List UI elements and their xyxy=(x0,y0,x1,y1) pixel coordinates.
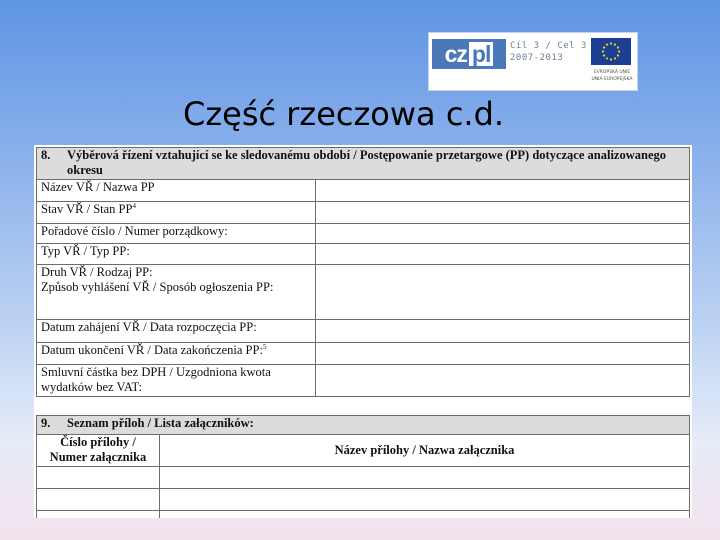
eu-star xyxy=(606,43,608,45)
row-label xyxy=(37,180,316,202)
attachment-number-cell[interactable] xyxy=(37,489,160,511)
eu-star xyxy=(618,50,620,52)
row-label-text: Datum ukončení VŘ / Data zakończenia PP: xyxy=(41,343,263,357)
attachment-number-cell[interactable] xyxy=(37,511,160,519)
table-row xyxy=(37,511,690,519)
table-row xyxy=(37,202,690,224)
column-header-number: Číslo přílohy / Numer załącznika xyxy=(37,435,160,467)
row-label xyxy=(37,320,316,343)
program-years: 2007-2013 xyxy=(510,53,564,63)
section8-heading: Výběrová řízení vztahující se ke sledovanému období / Postępowanie przetargowe (PP) dotyczące analizowanego okresu xyxy=(67,148,666,177)
section9-header-cell xyxy=(37,416,690,435)
eu-star xyxy=(603,46,605,48)
attachment-name-cell[interactable] xyxy=(160,511,690,519)
section9-heading: Seznam příloh / Lista załączników: xyxy=(67,416,254,430)
eu-stars xyxy=(602,42,620,60)
program-label: Cíl 3 / Cel 3 xyxy=(510,41,587,51)
logo-cz-text: cz xyxy=(444,41,467,67)
row-label xyxy=(37,265,316,320)
table-row xyxy=(37,467,690,489)
row-label-text: Smluvní částka bez DPH / Uzgodniona kwota wydatków bez VAT: xyxy=(41,365,271,394)
eu-star xyxy=(614,57,616,59)
column-header-name: Název přílohy / Nazwa załącznika xyxy=(160,435,690,467)
logo-pl-text: pl xyxy=(469,42,493,66)
row-label xyxy=(37,365,316,397)
row-label-text: Datum zahájení VŘ / Data rozpoczęcia PP: xyxy=(41,320,257,334)
row-value[interactable] xyxy=(316,320,690,343)
table-row xyxy=(37,265,690,320)
section9-header xyxy=(37,416,690,435)
eu-flag-icon xyxy=(591,38,631,65)
table-row xyxy=(37,320,690,343)
attachment-name-cell[interactable] xyxy=(160,489,690,511)
section8-header xyxy=(37,148,690,180)
eu-star xyxy=(617,46,619,48)
row-value[interactable] xyxy=(316,343,690,365)
eu-star xyxy=(610,42,612,44)
eu-star xyxy=(606,57,608,59)
row-label-text: Stav VŘ / Stan PP xyxy=(41,202,133,216)
logo-cz-pl xyxy=(428,32,638,91)
row-label xyxy=(37,224,316,244)
table-row xyxy=(37,489,690,511)
row-value[interactable] xyxy=(316,265,690,320)
eu-label-pl: UNIA EUROPEJSKA xyxy=(591,77,633,82)
page-title: Część rzeczowa c.d. xyxy=(183,95,505,133)
section9-number: 9. xyxy=(41,416,51,430)
row-label-text: Pořadové číslo / Numer porządkowy: xyxy=(41,224,228,238)
row-label xyxy=(37,244,316,265)
section8-header-cell xyxy=(37,148,690,180)
eu-star xyxy=(603,54,605,56)
attachments-table xyxy=(36,415,690,518)
attachment-number-cell[interactable] xyxy=(37,467,160,489)
row-value[interactable] xyxy=(316,244,690,265)
table-row xyxy=(37,244,690,265)
eu-label-cz: EVROPSKÁ UNIE xyxy=(593,70,631,75)
section8-number: 8. xyxy=(41,148,51,162)
footnote-marker: 5 xyxy=(262,342,267,351)
document-page xyxy=(34,145,692,518)
row-value[interactable] xyxy=(316,202,690,224)
row-value[interactable] xyxy=(316,224,690,244)
cz-pl-mark xyxy=(432,39,506,69)
eu-star xyxy=(602,50,604,52)
eu-star xyxy=(610,58,612,60)
procurement-table xyxy=(36,147,690,397)
row-label-text: Způsob vyhlášení VŘ / Sposób ogłoszenia PP: xyxy=(41,280,274,294)
table-row xyxy=(37,365,690,397)
row-label-text: Typ VŘ / Typ PP: xyxy=(41,244,130,258)
eu-star xyxy=(614,43,616,45)
row-label-text: Druh VŘ / Rodzaj PP: xyxy=(41,265,153,279)
row-label xyxy=(37,202,316,224)
footnote-marker: 4 xyxy=(132,201,136,210)
row-value[interactable] xyxy=(316,180,690,202)
table-row xyxy=(37,224,690,244)
table-row xyxy=(37,180,690,202)
eu-star xyxy=(617,54,619,56)
row-label xyxy=(37,343,316,365)
attachment-name-cell[interactable] xyxy=(160,467,690,489)
table-row xyxy=(37,343,690,365)
column-header-row xyxy=(37,435,690,467)
row-value[interactable] xyxy=(316,365,690,397)
row-label-text: Název VŘ / Nazwa PP xyxy=(41,180,155,194)
